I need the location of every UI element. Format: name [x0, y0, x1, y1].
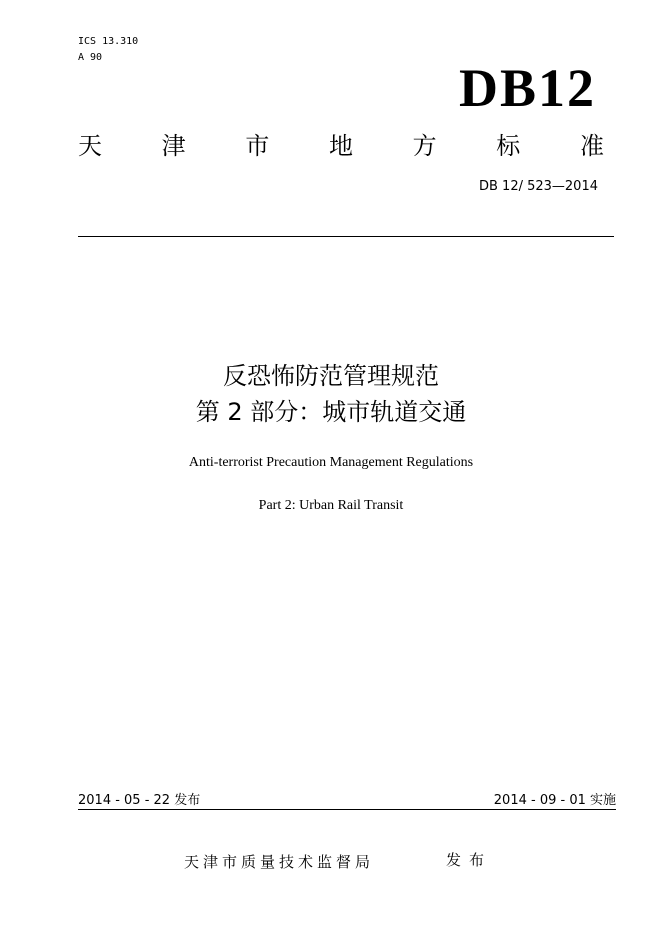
- standard-type-char: 天: [78, 132, 102, 160]
- standard-type-char: 准: [579, 132, 604, 160]
- publish-date: 2014 - 05 - 22 发布: [78, 793, 201, 808]
- standard-type-char: 津: [161, 132, 186, 160]
- db-logo: DB12: [458, 58, 596, 118]
- issuing-authority: 天津市质量技术监督局: [184, 853, 375, 871]
- standard-number: DB 12/ 523—2014: [478, 179, 598, 194]
- classification-code: A 90: [78, 52, 103, 63]
- footer-divider: [78, 809, 616, 810]
- title-chinese-line2: 第 2 部分：城市轨道交通: [195, 398, 467, 426]
- standard-type-char: 市: [245, 132, 270, 160]
- ics-code: ICS 13.310: [78, 36, 139, 47]
- title-english-line1: Anti-terrorist Precaution Management Regulations: [188, 455, 474, 470]
- standard-type-char: 地: [328, 132, 353, 160]
- implement-date: 2014 - 09 - 01 实施: [493, 793, 616, 808]
- header-divider: [78, 236, 614, 237]
- standard-type-char: 标: [496, 132, 521, 160]
- title-chinese-line1: 反恐怖防范管理规范: [223, 362, 439, 390]
- title-english-line2: Part 2: Urban Rail Transit: [258, 498, 404, 513]
- issue-label: 发布: [446, 851, 493, 869]
- standard-type-char: 方: [412, 132, 437, 160]
- standard-type: [78, 128, 604, 164]
